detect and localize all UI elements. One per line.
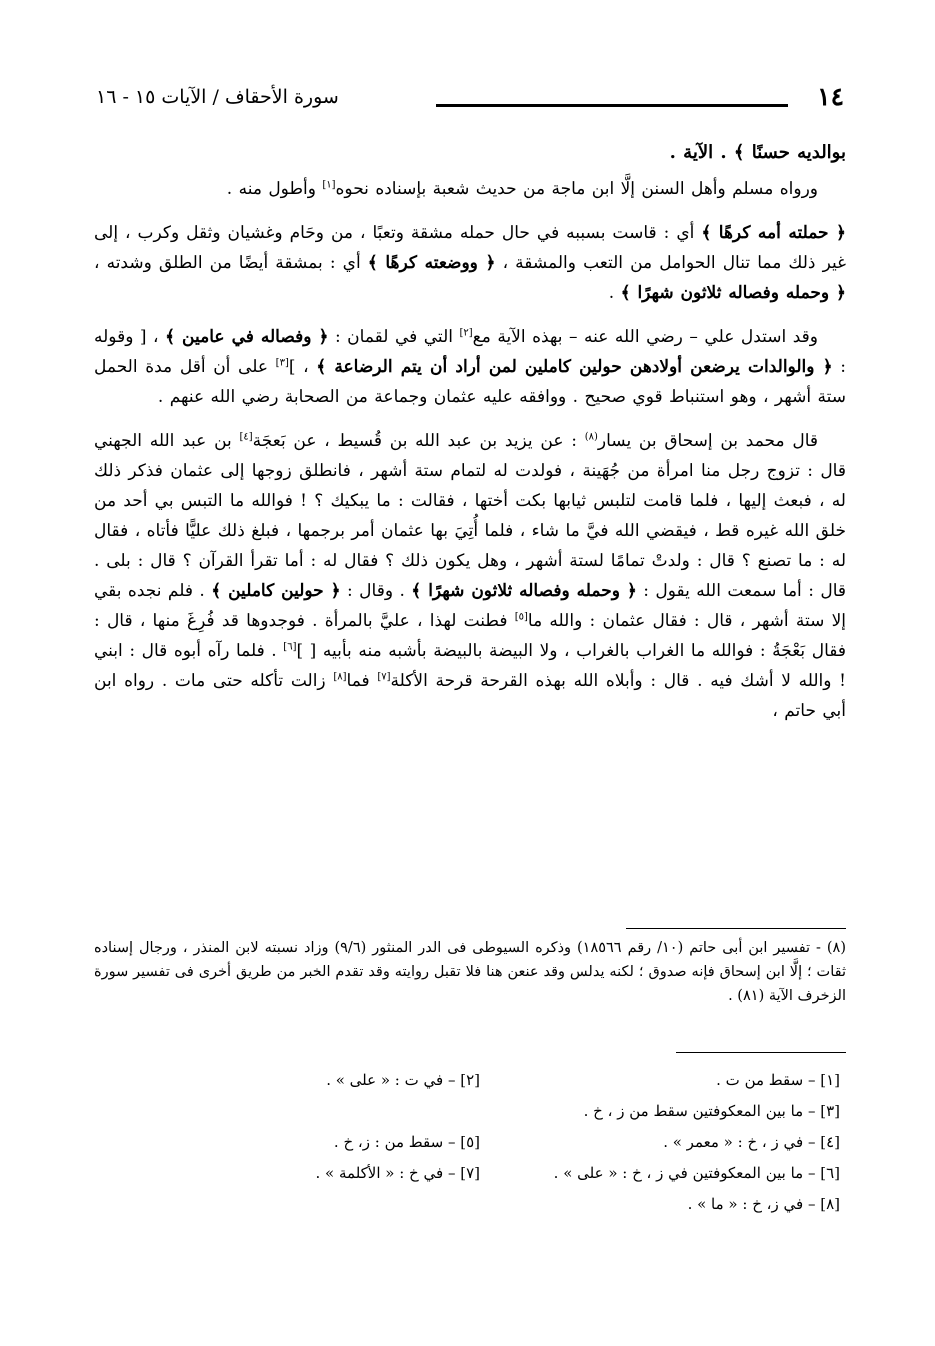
- paragraph-narration: [94, 426, 846, 726]
- variant-note: [٢] – في ت : « على » .: [326, 1070, 480, 1089]
- variant-row: [180, 1126, 840, 1157]
- main-text: [94, 138, 846, 726]
- page-number: ١٤: [817, 82, 844, 111]
- quranic-quote: بوالديه حسنًا ﴾: [733, 142, 846, 163]
- text-run: ورواه مسلم وأهل السنن إلَّا ابن ماجة من حديث شعبة بإسناده نحوه: [335, 179, 818, 199]
- text-run: قال محمد بن إسحاق بن يسار: [597, 431, 819, 451]
- variant-ref: [١]: [322, 179, 336, 191]
- text-run: وأطول منه .: [226, 179, 323, 199]
- variant-note: [٥] – سقط من : ز، خ .: [333, 1132, 480, 1151]
- quranic-quote: ﴿ وفصاله في عامين ﴾: [165, 327, 329, 347]
- variants-rule: [676, 1052, 846, 1053]
- paragraph-hadith-source: [94, 174, 846, 204]
- variant-row: [180, 1188, 840, 1219]
- running-header: [96, 82, 844, 122]
- quranic-quote: ﴿ والوالدات يرضعن أولادهن حولين كاملين لمن أراد أن يتم الرضاعة ﴾: [316, 357, 833, 377]
- text-run: بن عبد الله الجهني قال : تزوج رجل منا امرأة من جُهَينة ، فولدت له لتمام ستة أشهر ، فانطلق زوجها إلى عثمان فذكر ذلك له ، فبعث إليها ، فلما قامت لتلبس ثيابها بكت أختها ، فقالت : ما يبكيك ؟ ! فوالله ما التبس بي أحد من خلق الله غيره قط ، فيقضي الله فيَّ ما شاء ، فلما أُتِيَ بها عثمان أمر برجمها ، فبلغ ذلك عليًّا فأتاه ، فقال له : ما تصنع ؟ قال : ولدتْ تمامًا لستة أشهر ، وهل يكون ذلك ؟ فقال له : أما تقرأ القرآن ؟ قال : بلى . قال : أما سمعت الله يقول :: [94, 431, 847, 601]
- variant-row: [180, 1095, 840, 1126]
- text-run: ، ]: [288, 357, 317, 377]
- text-run: أي : قاست بسببه في حال حمله مشقة وتعبًا ، من وحَام وغشيان وثقل وكرب ، إلى غير ذلك مما تنال الحوامل من التعب والمشقة ،: [94, 223, 846, 273]
- running-title: سورة الأحقاف / الآيات ١٥ - ١٦: [96, 86, 339, 108]
- footnote-rule: [626, 928, 846, 929]
- variant-note: [٣] – ما بين المعكوفتين سقط من ز ، خ .: [583, 1101, 840, 1120]
- variant-row: [180, 1064, 840, 1095]
- text-run: على أن أقل مدة الحمل ستة أشهر ، وهو استنباط قوي صحيح . ووافقه عليه عثمان وجماعة من الصحابة رضي الله عنهم .: [94, 357, 846, 407]
- quranic-quote: ﴿ ووضعته كرهًا ﴾: [367, 253, 496, 273]
- text-run: : عن يزيد بن عبد الله بن قُسيط ، عن بَعجَة: [252, 431, 585, 451]
- variant-note: [٧] – في خ : « الأكلمة » .: [315, 1163, 480, 1182]
- text-run: وقد استدل علي – رضي الله عنه – بهذه الآية مع: [472, 327, 818, 347]
- paragraph-pregnancy: [94, 218, 846, 308]
- text-run: ، [ وقوله :: [94, 327, 846, 377]
- text-run: . فلما رآه أبوه قال : ابني ! والله لا أشك فيه . قال : وأبلاه الله بهذه القرحة قرحة الأكلة: [94, 641, 847, 691]
- quranic-quote: ﴿ وحمله وفصاله ثلاثون شهرًا ﴾: [411, 581, 637, 601]
- quranic-quote: ﴿ وحمله وفصاله ثلاثون شهرًا ﴾: [620, 283, 846, 303]
- text-run: . فلم نجده بقي إلا ستة أشهر ، قال : فقال عثمان : والله ما: [94, 581, 846, 631]
- variant-note: [٤] – في ز ، خ : « معمر » .: [663, 1132, 840, 1151]
- variant-note: [١] – سقط من ت .: [716, 1070, 840, 1089]
- quranic-quote: ﴿ حولين كاملين ﴾: [211, 581, 341, 601]
- variant-ref: [٤]: [239, 431, 253, 443]
- variant-row: [180, 1157, 840, 1188]
- variant-ref: [٧]: [377, 671, 391, 683]
- variant-note: [٦] – ما بين المعكوفتين في ز ، خ : « على » .: [553, 1163, 840, 1182]
- variant-ref: [٥]: [514, 611, 528, 623]
- text-run: . الآية .: [669, 142, 734, 163]
- manuscript-variants: [180, 1064, 840, 1219]
- variant-ref: [٢]: [459, 327, 473, 339]
- paragraph-ali-inference: [94, 322, 846, 412]
- variant-ref: [٦]: [283, 641, 297, 653]
- text-run: .: [608, 283, 621, 303]
- text-run: زالت تأكله حتى مات . رواه ابن أبي حاتم ،: [94, 671, 846, 721]
- text-run: فما: [346, 671, 378, 691]
- header-rule: [436, 104, 788, 107]
- text-run: . وقال :: [340, 581, 412, 601]
- variant-ref: [٣]: [275, 357, 289, 369]
- quranic-quote: ﴿ حملته أمه كرهًا ﴾: [701, 223, 846, 243]
- variant-note: [٨] – في ز، خ : « ما » .: [687, 1194, 840, 1213]
- editor-footnote: (٨) - تفسير ابن أبى حاتم (١٠/ رقم ١٨٥٦٦) وذكره السيوطى فى الدر المنثور (٩/٦) وزاد نسبته لابن المنذر ، ورجال إسناده ثقات ؛ إلَّا ابن إسحاق فإنه صدوق ؛ لكنه يدلس وقد عنعن هنا فلا تقبل روايته وقد تقدم الخبر من طريق أخرى فى تفسير سورة الزخرف الآية (٨١) .: [94, 940, 847, 1004]
- text-run: أي : بمشقة أيضًا من الطلق وشدته ،: [94, 253, 368, 273]
- text-run: التي في لقمان :: [328, 327, 460, 347]
- text-run: فطنت لهذا ، عليَّ بالمرأة . فوجدوها قد فُرِغَ منها ، قال : فقال بَعْجَةُ : فوالله ما الغراب بالغراب ، ولا البيضة بالبيضة بأشبه منه بأبيه [ ]: [94, 611, 846, 661]
- verse-continuation: [94, 138, 846, 168]
- footnote-ref: (٨): [584, 431, 598, 443]
- variant-ref: [٨]: [333, 671, 347, 683]
